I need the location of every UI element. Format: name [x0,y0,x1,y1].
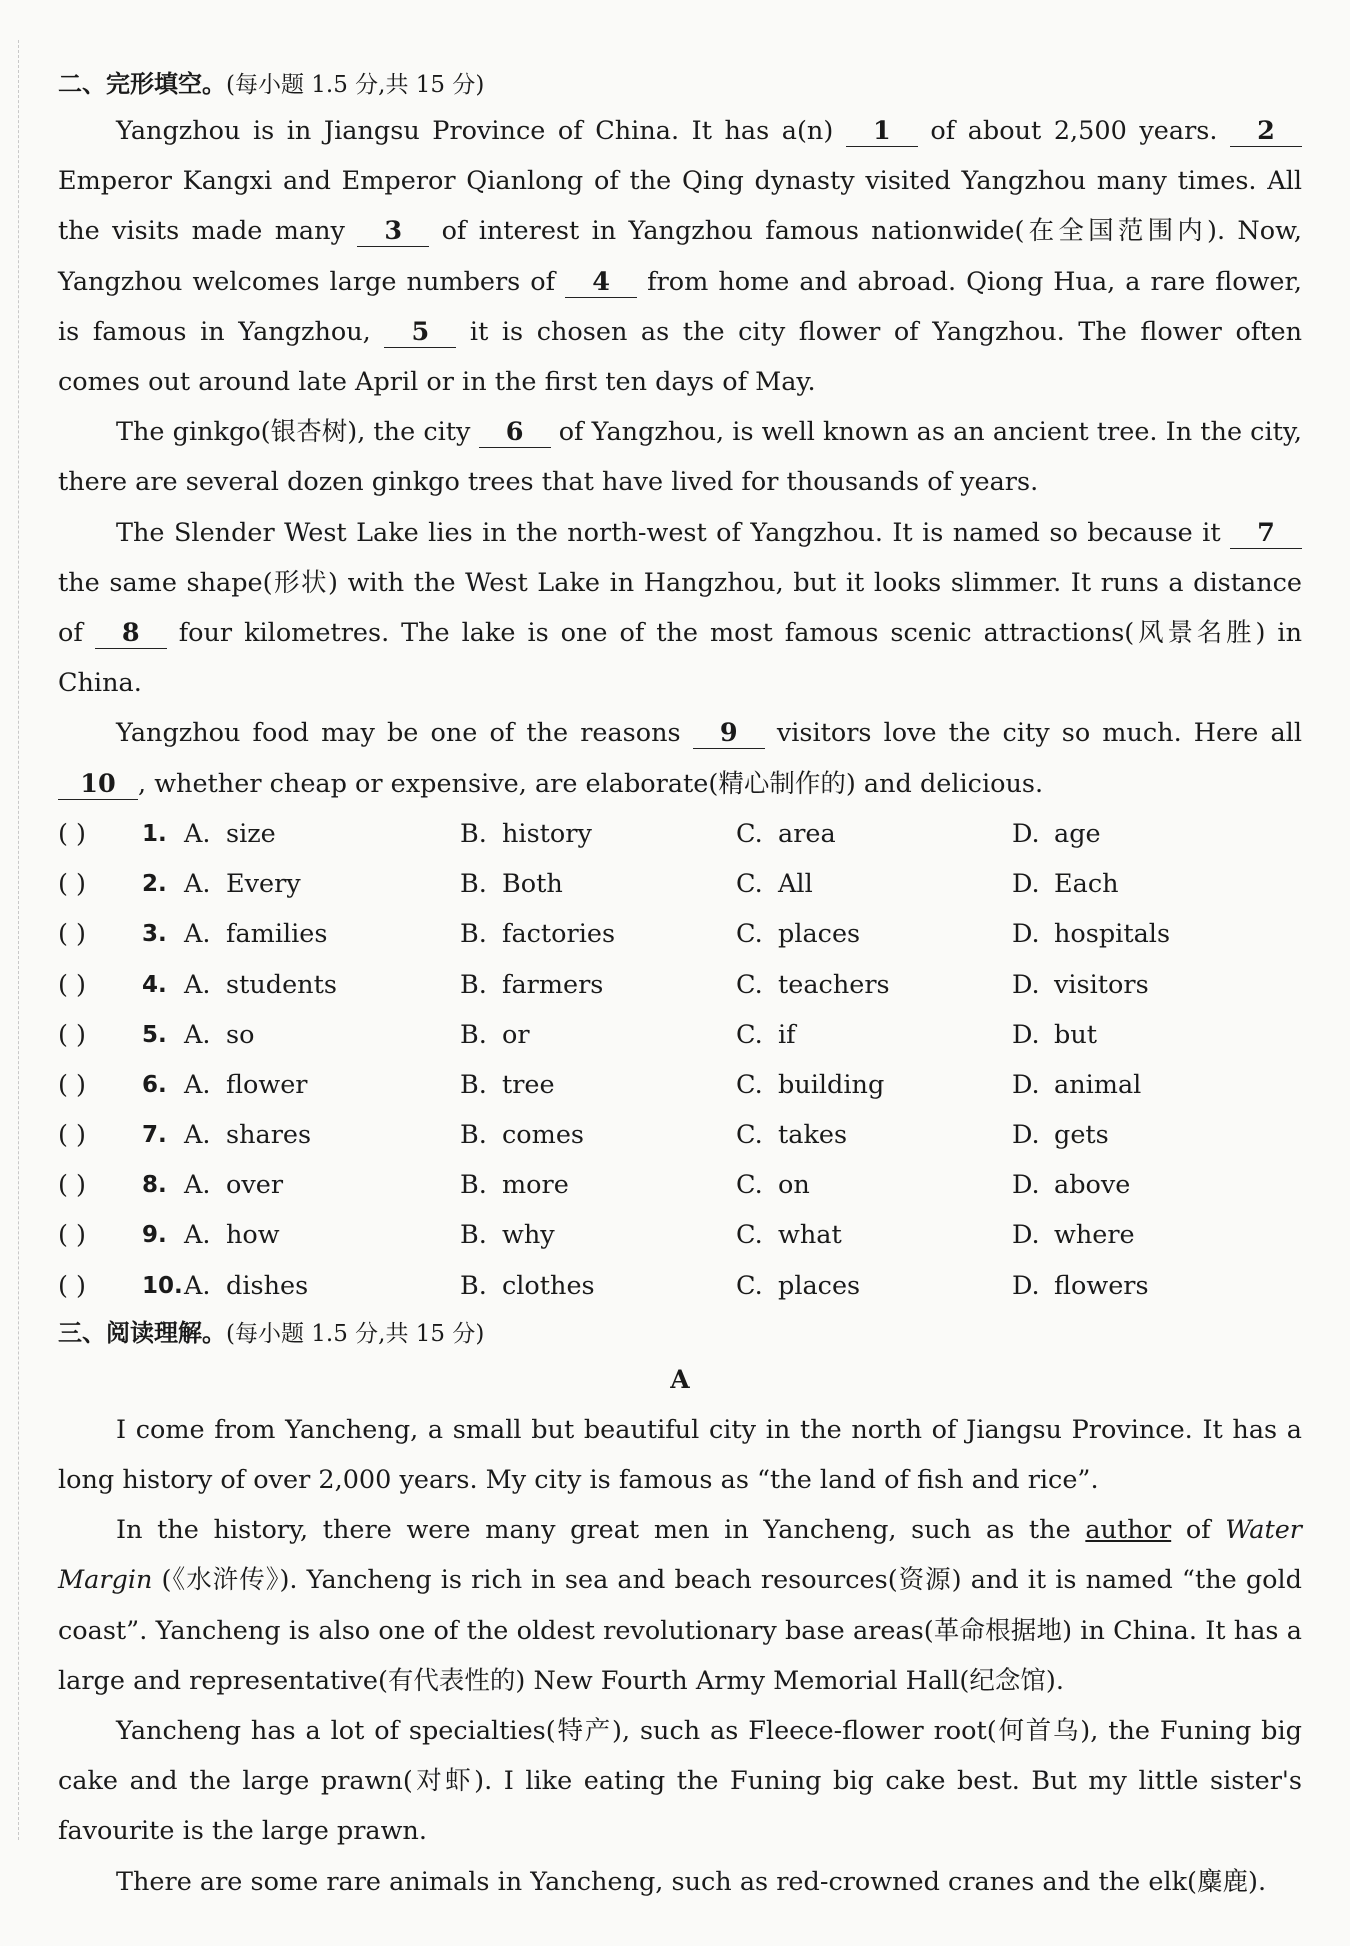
answer-bracket[interactable]: ( ) [58,969,87,1000]
option-letter: B. [460,1170,487,1201]
option-b [460,1220,736,1250]
option-text: Both [502,869,563,900]
option-text: how [226,1220,280,1251]
option-a [184,1070,460,1100]
option-b [460,1070,736,1100]
option-letter: D. [1012,919,1040,950]
reading-paragraph-2 [58,1505,1302,1706]
option-letter: B. [460,969,487,1000]
option-text: places [778,919,861,950]
worksheet-page [58,62,1302,1907]
option-letter: C. [736,919,763,950]
option-row [58,1010,1302,1060]
option-letter: B. [460,1120,487,1151]
option-a [184,1170,460,1200]
option-letter: A. [184,869,211,900]
option-letter: B. [460,1220,487,1251]
answer-bracket[interactable]: ( ) [58,1220,87,1251]
option-letter: C. [736,969,763,1000]
blank-7: 7 [1230,518,1302,549]
option-text: places [778,1270,861,1301]
option-c [736,1120,1012,1150]
option-text: on [778,1170,810,1201]
answer-bracket[interactable]: ( ) [58,1069,87,1100]
option-text: students [226,969,337,1000]
option-a [184,1271,460,1301]
option-b [460,1120,736,1150]
option-text: over [226,1170,284,1201]
option-a [184,1120,460,1150]
option-letter: C. [736,1019,763,1050]
option-c [736,1170,1012,1200]
option-letter: A. [184,818,211,849]
text: of Yangzhou, is well known as an ancient tree. In the city, there are several dozen ginkgo trees that have lived for thousands of years. [58,417,1302,498]
option-b [460,819,736,849]
option-c [736,819,1012,849]
option-text: clothes [502,1270,595,1301]
option-text: dishes [226,1270,309,1301]
option-text: tree [502,1069,555,1100]
cloze-paragraph-2 [58,407,1302,507]
question-number: 5. [142,1021,167,1048]
cloze-score-note: (每小题 1.5 分,共 15 分) [226,72,485,98]
option-row [58,1160,1302,1210]
text: Emperor Kangxi and Emperor Qianlong of the Qing dynasty visited Yangzhou many times. All the visits made many [58,166,1302,247]
blank-1: 1 [846,116,918,147]
option-letter: B. [460,869,487,900]
option-letter: C. [736,1270,763,1301]
option-letter: A. [184,919,211,950]
option-text: Every [226,869,301,900]
question-number: 6. [142,1071,167,1098]
text: Yangzhou is in Jiangsu Province of China. It has a(n) [116,116,846,146]
answer-bracket[interactable]: ( ) [58,1170,87,1201]
option-text: where [1054,1220,1135,1251]
option-c [736,970,1012,1000]
text: (《水浒传》). Yancheng is rich in sea and beach resources(资源) and it is named “the gold coast”. Yancheng is also one of the oldest revolutionary base areas(革命根据地) in China. It has a large and representative(有代表性的) New Fourth Army Memorial Hall(纪念馆). [58,1565,1302,1696]
option-text: All [778,869,813,900]
answer-bracket[interactable]: ( ) [58,919,87,950]
text: four kilometres. The lake is one of the most famous scenic attractions(风景名胜) in China. [58,618,1302,699]
option-letter: C. [736,1220,763,1251]
option-letter: D. [1012,969,1040,1000]
option-d [1012,1271,1288,1301]
option-letter: C. [736,869,763,900]
question-number: 10. [142,1272,183,1299]
option-a [184,970,460,1000]
blank-6: 6 [479,417,551,448]
text: visitors love the city so much. Here all [764,718,1302,749]
option-letter: D. [1012,1170,1040,1201]
option-c [736,1220,1012,1250]
option-c [736,919,1012,949]
passage-label: A [670,1364,690,1394]
option-row [58,1110,1302,1160]
option-c [736,1271,1012,1301]
text: , whether cheap or expensive, are elaborate(精心制作的) and delicious. [138,768,1044,799]
text: The ginkgo(银杏树), the city [116,417,479,448]
option-letter: D. [1012,1220,1040,1251]
option-a [184,919,460,949]
option-text: building [778,1069,885,1100]
question-number: 1. [142,820,167,847]
option-letter: B. [460,919,487,950]
blank-5: 5 [384,317,456,348]
option-a [184,1220,460,1250]
option-d [1012,1170,1288,1200]
option-text: above [1054,1170,1131,1201]
option-a [184,819,460,849]
option-c [736,1020,1012,1050]
book-title: Water Margin [58,1515,1302,1596]
option-text: comes [502,1120,584,1151]
cloze-options-list [58,809,1302,1311]
option-letter: D. [1012,1270,1040,1301]
option-text: gets [1054,1120,1109,1151]
option-d [1012,1070,1288,1100]
option-letter: D. [1012,1019,1040,1050]
option-letter: A. [184,1120,211,1151]
blank-8: 8 [95,618,167,649]
text: In the history, there were many great men in Yancheng, such as the [116,1515,1086,1546]
option-letter: B. [460,1069,487,1100]
option-text: or [502,1019,530,1050]
option-letter: C. [736,1120,763,1151]
text: from home and abroad. Qiong Hua, a rare flower, is famous in Yangzhou, [58,266,1302,347]
option-b [460,970,736,1000]
cloze-paragraph-3 [58,508,1302,709]
option-text: history [502,818,592,849]
cloze-section-title [58,62,1302,106]
option-letter: A. [184,1170,211,1201]
option-row [58,1060,1302,1110]
option-letter: B. [460,1270,487,1301]
text: of [1171,1515,1226,1546]
option-row [58,809,1302,859]
option-letter: D. [1012,1120,1040,1151]
blank-10: 10 [58,769,138,800]
option-d [1012,1020,1288,1050]
reading-score-note: (每小题 1.5 分,共 15 分) [226,1320,485,1347]
option-text: flower [226,1069,308,1100]
option-text: age [1054,818,1101,849]
option-d [1012,819,1288,849]
option-d [1012,970,1288,1000]
option-row [58,859,1302,909]
option-letter: D. [1012,1069,1040,1100]
blank-4: 4 [565,267,637,298]
option-b [460,1020,736,1050]
cloze-title-text: 二、完形填空。 [58,70,226,98]
answer-bracket[interactable]: ( ) [58,1120,87,1151]
text: Yangzhou food may be one of the reasons [116,718,693,749]
question-number: 2. [142,871,167,898]
option-text: factories [502,919,616,950]
cloze-paragraph-4 [58,708,1302,808]
option-c [736,869,1012,899]
option-letter: B. [460,1019,487,1050]
margin-rule [18,40,19,1840]
option-text: Each [1054,869,1119,900]
option-b [460,919,736,949]
option-row [58,1261,1302,1311]
option-b [460,1170,736,1200]
answer-bracket[interactable]: ( ) [58,818,87,849]
blank-9: 9 [693,718,765,749]
option-text: if [778,1019,796,1050]
option-letter: D. [1012,818,1040,849]
option-text: more [502,1170,569,1201]
text: of interest in Yangzhou famous nationwide(在全国范围内). Now, Yangzhou welcomes large numbers of [58,216,1302,297]
option-row [58,959,1302,1009]
cloze-paragraph-1 [58,106,1302,407]
option-letter: A. [184,1270,211,1301]
option-text: what [778,1220,842,1251]
question-number: 3. [142,921,167,948]
option-text: teachers [778,969,890,1000]
answer-bracket[interactable]: ( ) [58,1270,87,1301]
option-c [736,1070,1012,1100]
option-letter: A. [184,1019,211,1050]
option-a [184,869,460,899]
text: it is chosen as the city flower of Yangzhou. The flower often comes out around late April or in the first ten days of May. [58,316,1302,398]
option-letter: A. [184,1069,211,1100]
option-text: why [502,1220,555,1251]
option-letter: A. [184,1220,211,1251]
option-b [460,1271,736,1301]
option-text: families [226,919,328,950]
blank-2: 2 [1230,116,1302,147]
option-letter: C. [736,1170,763,1201]
option-text: shares [226,1120,312,1151]
option-text: size [226,818,276,849]
question-number: 4. [142,971,167,998]
reading-section-title [58,1311,1302,1355]
option-letter: C. [736,1069,763,1100]
option-text: takes [778,1120,848,1151]
option-row [58,909,1302,959]
blank-3: 3 [357,216,429,247]
reading-paragraph-4: There are some rare animals in Yancheng, such as red-crowned cranes and the elk(麋鹿). [116,1866,1267,1897]
option-letter: A. [184,969,211,1000]
option-text: so [226,1019,255,1050]
question-number: 8. [142,1172,167,1199]
option-letter: D. [1012,869,1040,900]
option-b [460,869,736,899]
text: The Slender West Lake lies in the north-west of Yangzhou. It is named so because it [116,517,1230,548]
question-number: 9. [142,1222,167,1249]
underlined-word: author [1085,1515,1172,1546]
answer-bracket[interactable]: ( ) [58,1019,87,1050]
option-d [1012,1120,1288,1150]
option-d [1012,1220,1288,1250]
question-number: 7. [142,1122,167,1149]
option-text: flowers [1054,1270,1149,1301]
option-letter: C. [736,818,763,849]
option-text: hospitals [1054,919,1171,950]
option-d [1012,869,1288,899]
option-text: area [778,818,836,849]
option-text: animal [1054,1069,1142,1100]
reading-paragraph-1: I come from Yancheng, a small but beautiful city in the north of Jiangsu Province. It has a long history of over 2,000 years. My city is famous as “the land of fish and rice”. [58,1414,1302,1495]
option-a [184,1020,460,1050]
reading-paragraph-3: Yancheng has a lot of specialties(特产), such as Fleece-flower root(何首乌), the Funing big cake and the large prawn(对虾). I like eating the Funing big cake best. But my little sister's favourite is the large prawn. [58,1715,1302,1847]
answer-bracket[interactable]: ( ) [58,869,87,900]
option-text: visitors [1054,969,1149,1000]
option-d [1012,919,1288,949]
option-text: but [1054,1019,1097,1050]
option-letter: B. [460,818,487,849]
option-text: farmers [502,969,604,1000]
reading-title-text: 三、阅读理解。 [58,1318,226,1347]
text: of about 2,500 years. [917,116,1231,146]
option-row [58,1210,1302,1260]
text: the same shape(形状) with the West Lake in Hangzhou, but it looks slimmer. It runs a distance of [58,567,1302,649]
